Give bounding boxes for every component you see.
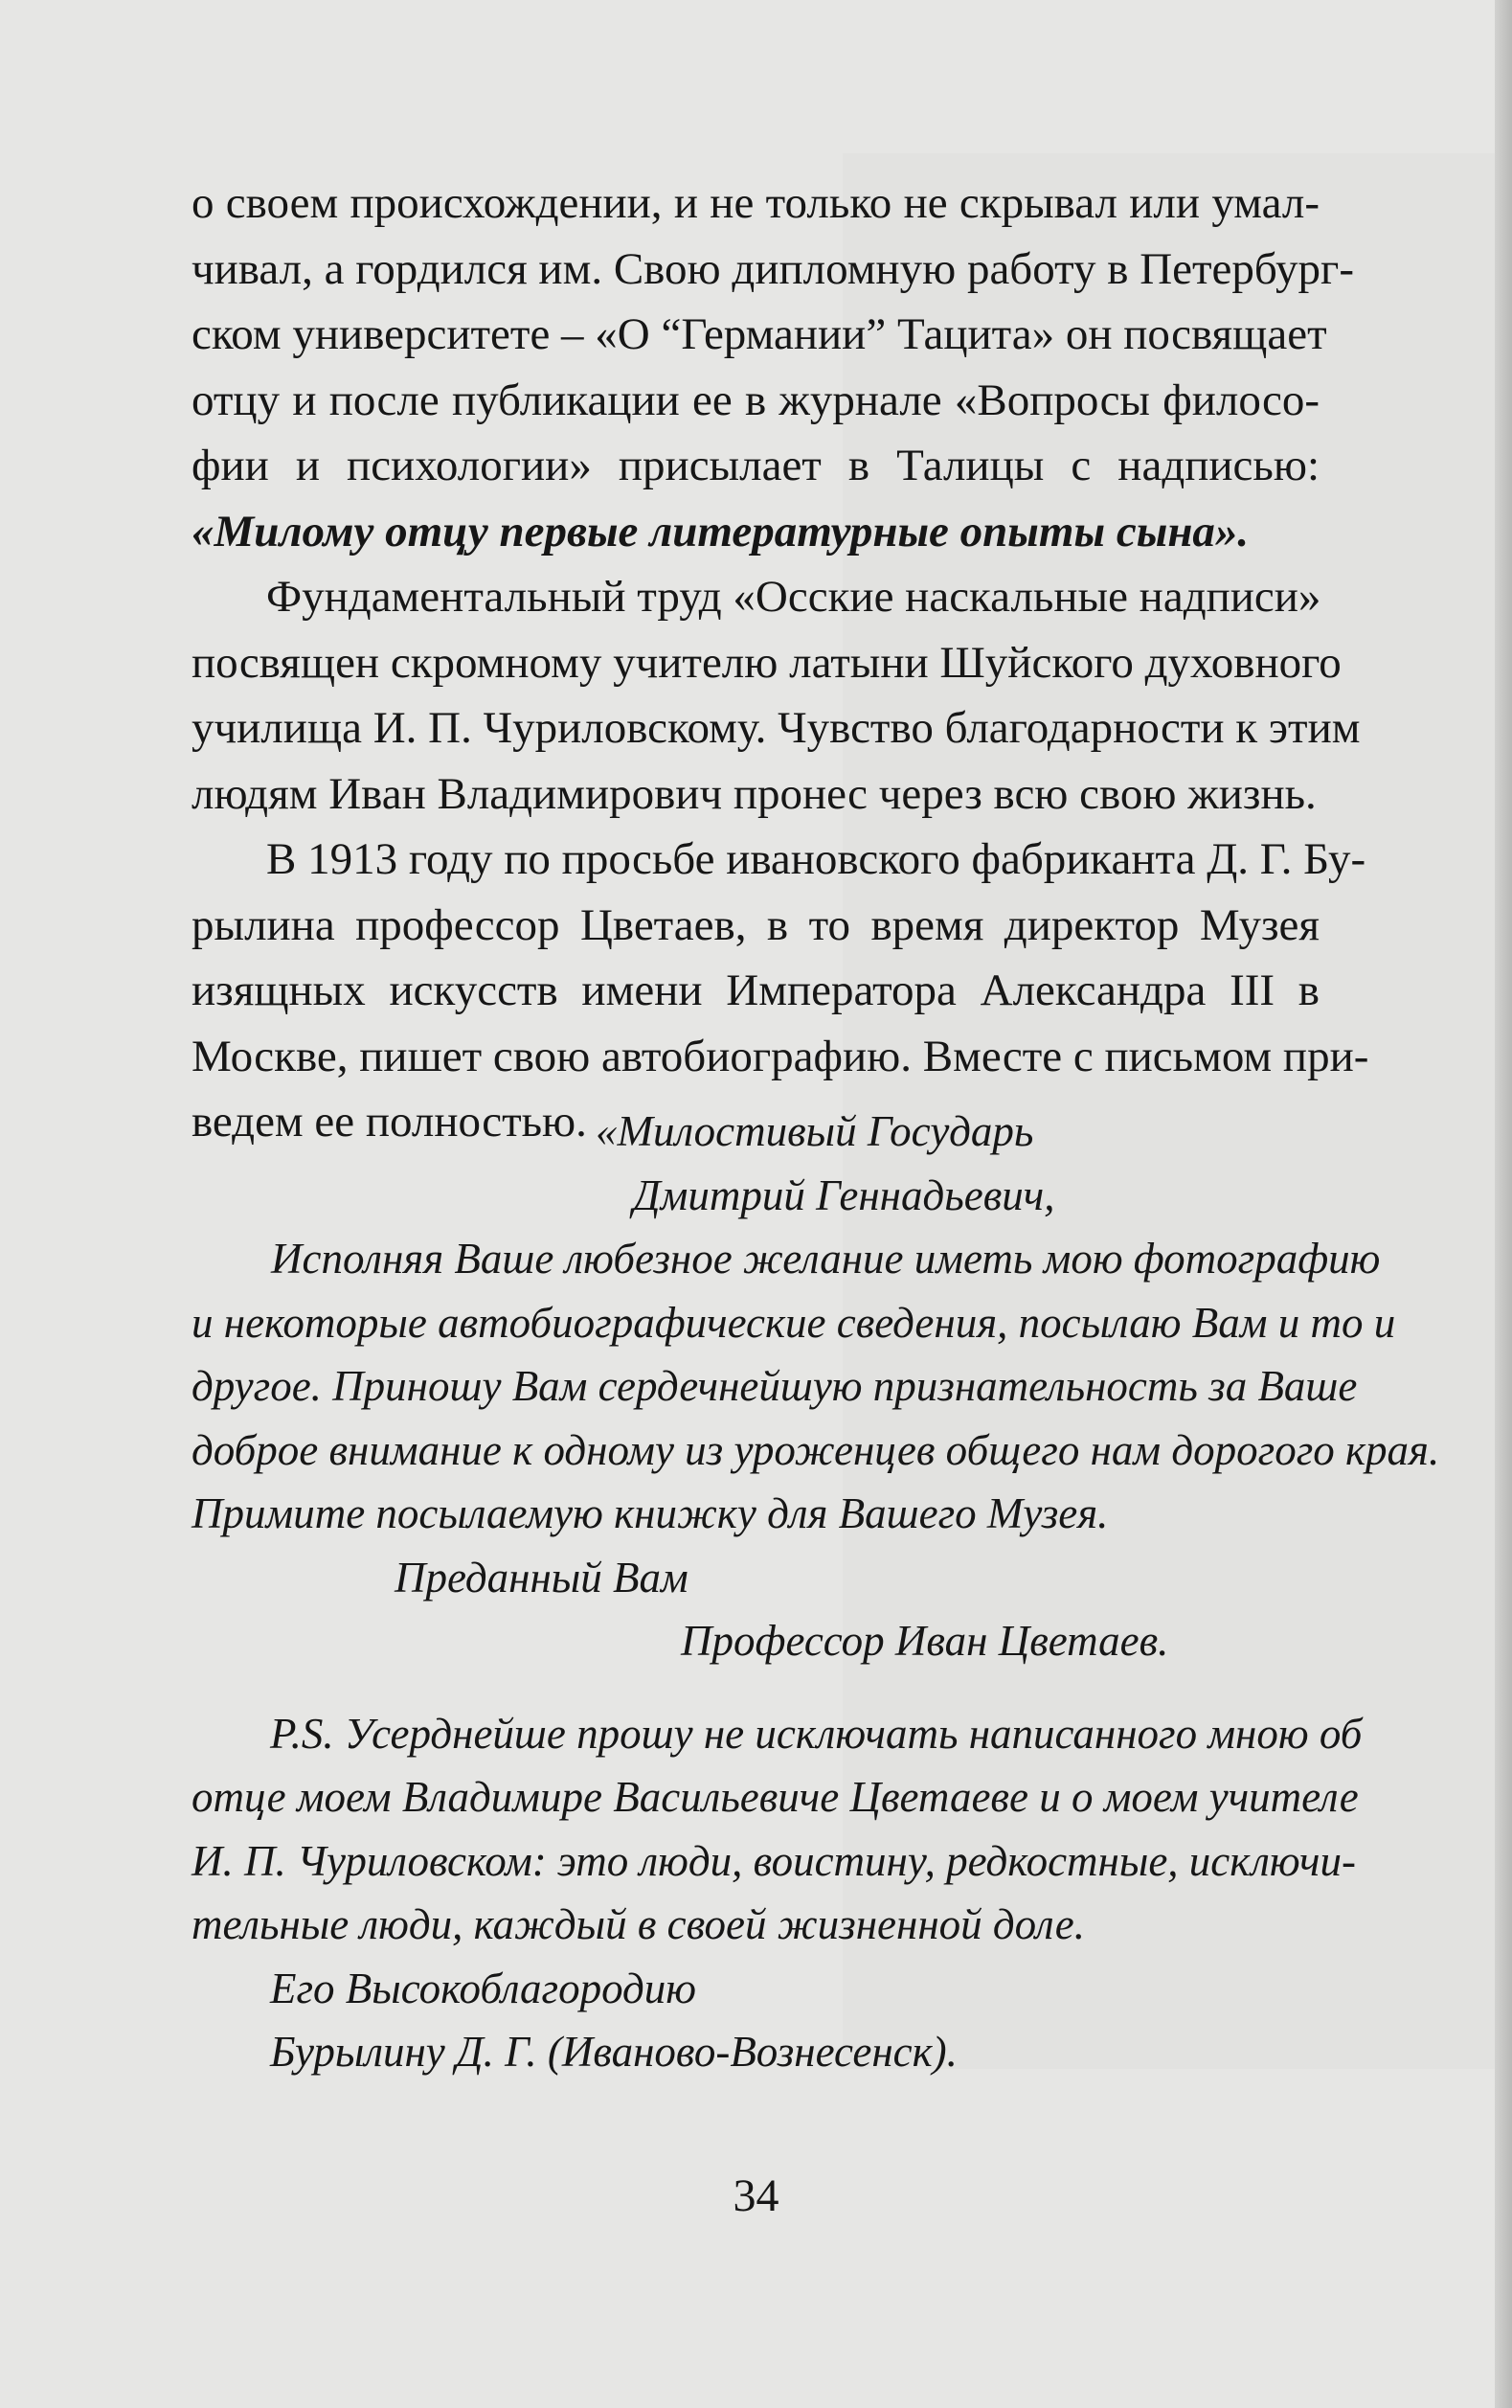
postscript-line: P.S. Усерднейше прошу не исключать написанного мною об [270,1709,1363,1758]
letter-body-line: другое. Приношу Вам сердечнейшую признательность за Ваше [192,1362,1358,1410]
text-line: училища И. П. Чуриловскому. Чувство благодарности к этим [192,703,1361,753]
letter-body-line: Исполняя Ваше любезное желание иметь мою фотографию [271,1235,1381,1283]
text-line: людям Иван Владимирович пронес через всю свою жизнь. [192,768,1317,819]
page-edge [1495,0,1512,2408]
page-number: 34 [733,2170,779,2221]
text-line: изящных искусств имени Императора Александра III в [192,965,1320,1015]
text-line: посвящен скромному учителю латыни Шуйского духовного [192,637,1342,688]
text-line: Фундаментальный труд «Осские наскальные надписи» [266,572,1321,622]
paragraph-origin [192,170,1354,564]
letter-salutation-1: «Милостивый Государь [596,1107,1034,1155]
letter-spacer [192,1673,1320,1702]
text-line: В 1913 году по просьбе ивановского фабриканта Д. Г. Бу- [266,834,1366,884]
paragraph-oscan-inscriptions [192,564,1361,827]
text-line: чивал, а гордился им. Свою дипломную работу в Петербург- [192,243,1354,294]
text-line: фии и психологии» присылает в Талицы с надписью: [192,441,1320,490]
letter-addressee-2: Бурылину Д. Г. (Иваново-Вознесенск). [270,2028,958,2076]
postscript-line: И. П. Чуриловском: это люди, воистину, редкостные, исключи- [192,1836,1356,1885]
text-line: ведем ее полностью. [192,1097,587,1147]
letter-body-line: доброе внимание к одному из уроженцев общего нам дорогого края. [192,1425,1440,1474]
text-line: о своем происхождении, и не только не скрывал или умал- [192,178,1320,228]
letter-quote [192,1100,1440,2084]
text-line: отцу и после публикации ее в журнале «Вопросы филосо- [192,375,1320,425]
postscript-line: тельные люди, каждый в своей жизненной доле. [192,1900,1086,1948]
letter-body-line: Примите посылаемую книжку для Вашего Музея. [192,1489,1109,1537]
main-text [192,170,1369,1155]
letter-signature: Профессор Иван Цветаев. [681,1617,1169,1665]
postscript-line: отце моем Владимире Васильевиче Цветаеве и о моем учителе [192,1773,1359,1821]
text-line: ском университете – «О “Германии” Тацита» он посвящает [192,309,1327,359]
text-line: рылина профессор Цветаев, в то время директор Музея [192,899,1320,950]
letter-salutation-2: Дмитрий Геннадьевич, [633,1170,1055,1219]
text-line: Москве, пишет свою автобиографию. Вместе с письмом при- [192,1031,1369,1081]
letter-addressee-1: Его Высокоблагородию [270,1964,696,2012]
letter-body-line: и некоторые автобиографические сведения, посылаю Вам и то и [192,1298,1396,1347]
dedication-quote: «Милому отцу первые литературные опыты сына». [192,506,1250,557]
letter-closing: Преданный Вам [395,1553,688,1602]
